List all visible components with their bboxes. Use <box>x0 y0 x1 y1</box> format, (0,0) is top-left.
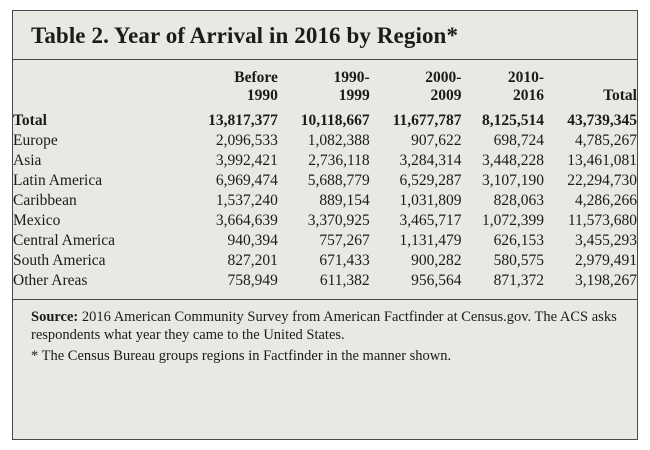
row-label: Total <box>13 111 47 129</box>
cell-before-1990: 758,949 <box>227 271 278 289</box>
table-row <box>13 131 637 151</box>
cell-total: 4,286,266 <box>575 191 637 209</box>
table-row <box>13 271 637 291</box>
cell-1990-1999: 10,118,667 <box>300 111 370 129</box>
cell-before-1990: 3,664,639 <box>215 211 278 229</box>
column-header-line2: 2016 <box>513 86 545 104</box>
cell-1990-1999: 1,082,388 <box>307 131 370 149</box>
column-header-line2: Total <box>603 86 637 104</box>
row-label: Asia <box>13 151 42 169</box>
cell-2000-2009: 900,282 <box>411 251 462 269</box>
source-note <box>31 308 621 346</box>
cell-total: 11,573,680 <box>567 211 637 229</box>
table-row <box>13 231 637 251</box>
cell-2010-2016: 580,575 <box>493 251 545 269</box>
cell-2000-2009: 3,284,314 <box>399 151 462 169</box>
cell-before-1990: 6,969,474 <box>215 171 278 189</box>
table-row <box>13 191 637 211</box>
table-row <box>13 106 637 131</box>
table-corner-cell <box>13 68 185 106</box>
table-row <box>13 151 637 171</box>
cell-total: 4,785,267 <box>575 131 637 149</box>
cell-1990-1999: 889,154 <box>319 191 370 209</box>
footnote: * The Census Bureau groups regions in Factfinder in the manner shown. <box>31 348 452 365</box>
cell-2000-2009: 3,465,717 <box>399 211 462 229</box>
cell-total: 22,294,730 <box>567 171 637 189</box>
cell-before-1990: 1,537,240 <box>215 191 278 209</box>
cell-1990-1999: 671,433 <box>319 251 370 269</box>
cell-2010-2016: 1,072,399 <box>482 211 545 229</box>
table-row <box>13 251 637 271</box>
cell-before-1990: 3,992,421 <box>215 151 278 169</box>
arrival-by-region-table <box>13 68 637 291</box>
table-row <box>13 171 637 191</box>
cell-2000-2009: 1,031,809 <box>399 191 462 209</box>
row-label: Central America <box>13 231 115 249</box>
column-header-line2: 1990 <box>246 86 278 104</box>
source-label: Source: <box>31 308 79 325</box>
column-header-line1: Before <box>234 69 278 86</box>
column-header-line2: 1999 <box>338 86 370 104</box>
cell-1990-1999: 2,736,118 <box>308 151 370 169</box>
table-head <box>13 68 637 106</box>
column-header-line1: 1990- <box>333 69 370 86</box>
cell-before-1990: 13,817,377 <box>208 111 278 129</box>
column-header-before-1990 <box>185 68 278 106</box>
source-text: 2016 American Community Survey from American Factfinder at Census.gov. The ACS asks respondents what year they came to the United States. <box>31 308 617 344</box>
column-header-line1: 2010- <box>507 69 545 86</box>
table-body <box>13 106 637 291</box>
column-header-2000-2009 <box>370 68 462 106</box>
cell-total: 2,979,491 <box>575 251 637 269</box>
cell-2010-2016: 828,063 <box>493 191 545 209</box>
cell-before-1990: 2,096,533 <box>215 131 278 149</box>
cell-1990-1999: 5,688,779 <box>307 171 370 189</box>
cell-2000-2009: 6,529,287 <box>399 171 462 189</box>
row-label: Caribbean <box>13 191 77 209</box>
row-label: Mexico <box>13 211 61 229</box>
column-header-2010-2016 <box>461 68 544 106</box>
cell-1990-1999: 3,370,925 <box>307 211 370 229</box>
row-label: Latin America <box>13 171 103 189</box>
cell-2010-2016: 626,153 <box>493 231 545 249</box>
row-label: South America <box>13 251 106 269</box>
cell-1990-1999: 611,382 <box>319 271 370 289</box>
cell-total: 13,461,081 <box>567 151 637 169</box>
table-card <box>12 10 638 440</box>
cell-2000-2009: 11,677,787 <box>392 111 462 129</box>
cell-2010-2016: 3,448,228 <box>482 151 545 169</box>
column-header-line1: 2000- <box>425 69 462 86</box>
cell-total: 3,455,293 <box>575 231 637 249</box>
cell-2000-2009: 1,131,479 <box>399 231 462 249</box>
table-header-row <box>13 68 637 106</box>
cell-2010-2016: 871,372 <box>493 271 545 289</box>
cell-before-1990: 940,394 <box>227 231 278 249</box>
column-header-total <box>544 68 637 106</box>
cell-2010-2016: 8,125,514 <box>482 111 545 129</box>
cell-2010-2016: 3,107,190 <box>482 171 545 189</box>
table-notes <box>13 300 637 367</box>
title-divider <box>13 59 637 60</box>
row-label: Other Areas <box>13 271 88 289</box>
cell-total: 43,739,345 <box>567 111 637 129</box>
row-label: Europe <box>13 131 58 149</box>
cell-total: 3,198,267 <box>575 271 637 289</box>
cell-2010-2016: 698,724 <box>493 131 545 149</box>
cell-1990-1999: 757,267 <box>319 231 370 249</box>
column-header-1990-1999 <box>278 68 370 106</box>
table-title: Table 2. Year of Arrival in 2016 by Region* <box>31 23 459 48</box>
cell-before-1990: 827,201 <box>227 251 278 269</box>
cell-2000-2009: 956,564 <box>411 271 462 289</box>
table-row <box>13 211 637 231</box>
cell-2000-2009: 907,622 <box>411 131 462 149</box>
column-header-line2: 2009 <box>430 86 462 104</box>
